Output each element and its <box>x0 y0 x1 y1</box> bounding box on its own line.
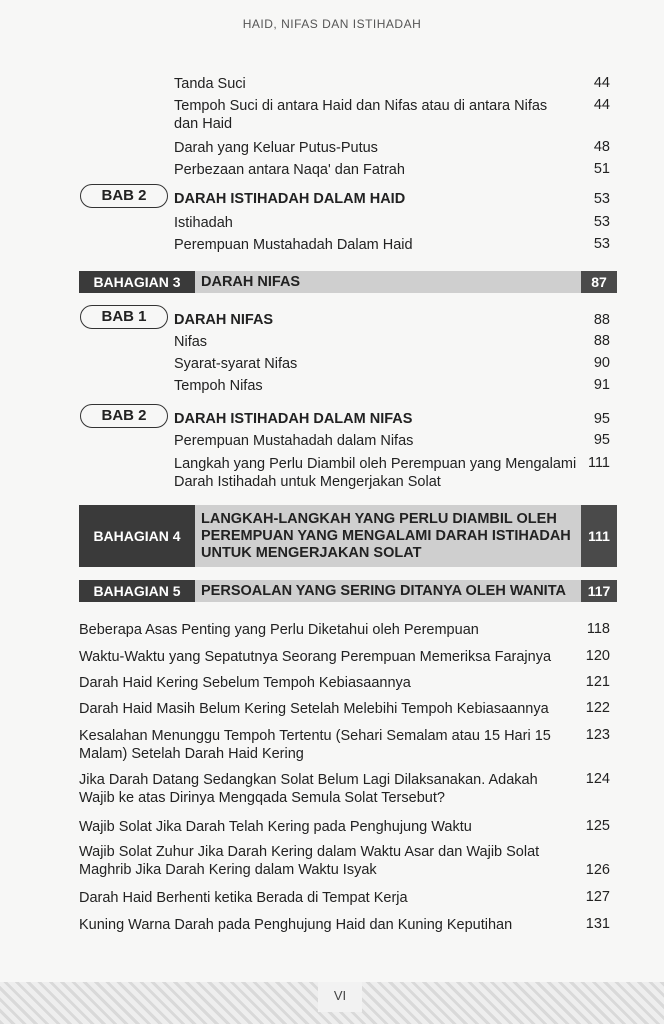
toc-entry[interactable]: Jika Darah Datang Sedangkan Solat Belum Lagi Dilaksanakan. Adakah Wajib ke atas Dirinya Mengqada Semula Solat Tersebut? <box>79 772 538 806</box>
toc-page: 118 <box>586 621 610 637</box>
bab-title[interactable]: DARAH ISTIHADAH DALAM NIFAS <box>174 411 413 427</box>
toc-page: 53 <box>593 236 610 252</box>
toc-page: 95 <box>593 411 610 427</box>
toc-page: 53 <box>593 214 610 230</box>
toc-entry[interactable]: Waktu-Waktu yang Sepatutnya Seorang Perempuan Memeriksa Farajnya <box>79 649 552 665</box>
toc-page: 126 <box>585 862 610 878</box>
toc-page: 121 <box>585 674 610 690</box>
toc-entry[interactable]: Tempoh Suci di antara Haid dan Nifas atau di antara Nifas dan Haid <box>174 98 548 132</box>
bab-title[interactable]: DARAH ISTIHADAH DALAM HAID <box>174 191 406 207</box>
toc-entry[interactable]: Tanda Suci <box>174 76 246 92</box>
toc-entry[interactable]: Perempuan Mustahadah dalam Nifas <box>174 433 414 449</box>
toc-entry[interactable]: Kuning Warna Darah pada Penghujung Haid dan Kuning Keputihan <box>79 917 513 933</box>
toc-entry[interactable]: Syarat-syarat Nifas <box>174 356 298 372</box>
bahagian-page: 87 <box>581 271 617 293</box>
toc-entry[interactable]: Perbezaan antara Naqa' dan Fatrah <box>174 162 405 178</box>
toc-page: 88 <box>593 333 610 349</box>
toc-entry[interactable]: Perempuan Mustahadah Dalam Haid <box>174 237 413 253</box>
toc-page: 125 <box>585 818 610 834</box>
toc-page: 53 <box>593 191 610 207</box>
toc-page: 90 <box>593 355 610 371</box>
toc-entry[interactable]: Darah yang Keluar Putus-Putus <box>174 140 378 156</box>
toc-entry[interactable]: Kesalahan Menunggu Tempoh Tertentu (Sehari Semalam atau 15 Hari 15 Malam) Setelah Darah Haid Kering <box>79 728 551 762</box>
toc-page: 122 <box>585 700 610 716</box>
toc-page: 111 <box>587 455 610 471</box>
toc-entry[interactable]: Istihadah <box>174 215 233 231</box>
toc-entry[interactable]: Darah Haid Berhenti ketika Berada di Tempat Kerja <box>79 890 408 906</box>
toc-page: 131 <box>585 916 610 932</box>
toc-page: 127 <box>585 889 610 905</box>
toc-entry[interactable]: Darah Haid Kering Sebelum Tempoh Kebiasaannya <box>79 675 411 691</box>
toc-page: 51 <box>593 161 610 177</box>
toc-page: 91 <box>593 377 610 393</box>
bahagian-bar[interactable] <box>79 271 617 293</box>
toc-page: 44 <box>593 75 610 91</box>
toc-page: 124 <box>585 771 610 787</box>
toc-entry[interactable]: Beberapa Asas Penting yang Perlu Diketahui oleh Perempuan <box>79 622 479 638</box>
toc-page: 95 <box>593 432 610 448</box>
toc-entry[interactable]: Langkah yang Perlu Diambil oleh Perempuan yang Mengalami Darah Istihadah untuk Mengerjakan Solat <box>174 456 577 490</box>
bahagian-label: BAHAGIAN 3 <box>79 271 195 293</box>
bab-badge: BAB 2 <box>80 404 168 428</box>
toc-page: 48 <box>593 139 610 155</box>
page-number: VI <box>318 982 362 1012</box>
bahagian-title: LANGKAH-LANGKAH YANG PERLU DIAMBIL OLEH PEREMPUAN YANG MENGALAMI DARAH ISTIHADAH UNTUK MENGERJAKAN SOLAT <box>201 511 571 561</box>
bab-title[interactable]: DARAH NIFAS <box>174 312 274 328</box>
toc-entry[interactable]: Wajib Solat Zuhur Jika Darah Kering dalam Waktu Asar dan Wajib Solat Maghrib Jika Darah Kering dalam Waktu Isyak <box>79 844 540 878</box>
bahagian-label: BAHAGIAN 4 <box>79 505 195 567</box>
bahagian-title: PERSOALAN YANG SERING DITANYA OLEH WANITA <box>201 583 566 599</box>
bahagian-page: 111 <box>581 505 617 567</box>
bahagian-title: DARAH NIFAS <box>201 274 301 290</box>
bahagian-bar[interactable] <box>79 505 617 567</box>
running-header: HAID, NIFAS DAN ISTIHADAH <box>242 17 422 31</box>
bahagian-label: BAHAGIAN 5 <box>79 580 195 602</box>
toc-page: 120 <box>585 648 610 664</box>
bab-badge: BAB 1 <box>80 305 168 329</box>
toc-page: 123 <box>585 727 610 743</box>
toc-page: 88 <box>593 312 610 328</box>
toc-entry[interactable]: Nifas <box>174 334 208 350</box>
bab-badge: BAB 2 <box>80 184 168 208</box>
bahagian-bar[interactable] <box>79 580 617 602</box>
toc-entry[interactable]: Darah Haid Masih Belum Kering Setelah Melebihi Tempoh Kebiasaannya <box>79 701 549 717</box>
toc-entry[interactable]: Wajib Solat Jika Darah Telah Kering pada Penghujung Waktu <box>79 819 472 835</box>
bahagian-page: 117 <box>581 580 617 602</box>
toc-page: 44 <box>593 97 610 113</box>
toc-entry[interactable]: Tempoh Nifas <box>174 378 263 394</box>
